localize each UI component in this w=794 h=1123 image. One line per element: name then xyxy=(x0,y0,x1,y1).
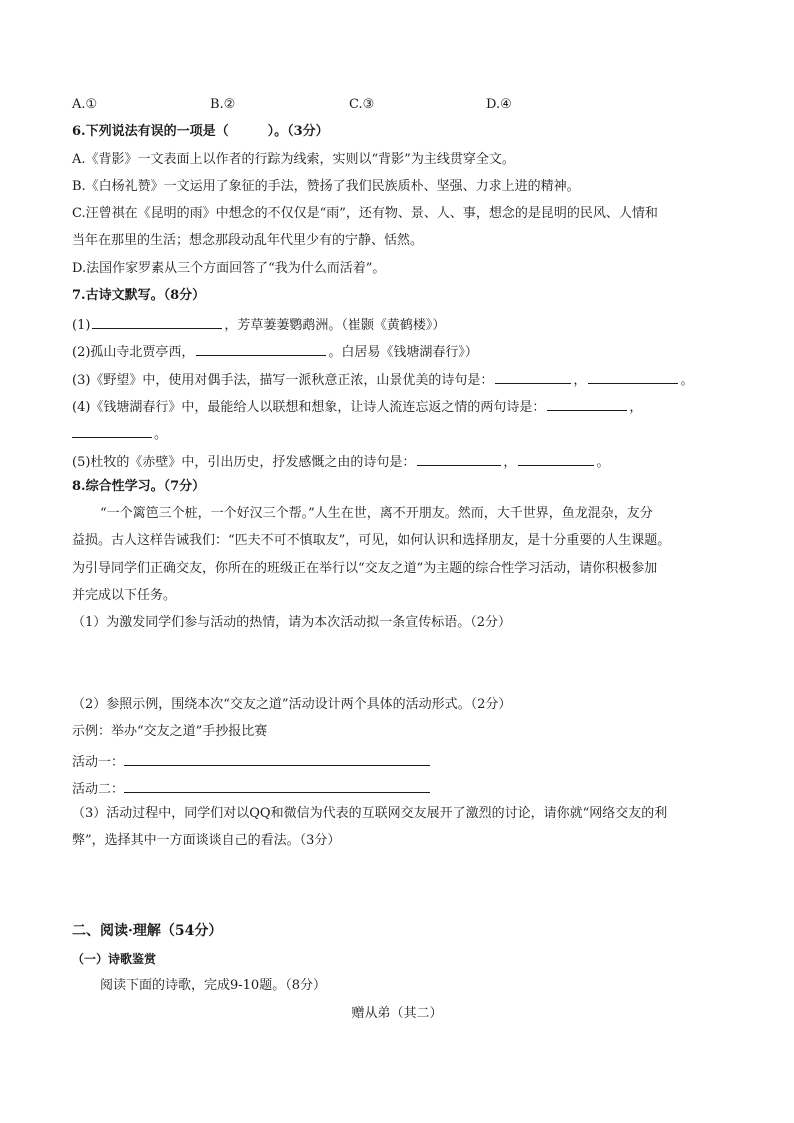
q7-3-end: 。 xyxy=(680,373,694,388)
q7-item-1 xyxy=(72,314,722,335)
q8-subquestion-2: （2）参照示例，围绕本次“交友之道”活动设计两个具体的活动形式。（2分） xyxy=(72,697,512,712)
q6-option-d: D.法国作家罗素从三个方面回答了“我为什么而活着”。 xyxy=(72,261,386,276)
q6-option-c-line2: 当年在那里的生活；想念那段动乱年代里少有的宁静、恬然。 xyxy=(72,233,424,248)
option-d: D.④ xyxy=(486,97,512,112)
q7-5-comma: ， xyxy=(503,455,517,470)
q7-3-text: (3)《野望》中，使用对偶手法，描写一派秋意正浓，山景优美的诗句是： xyxy=(72,373,494,388)
q8-paragraph-line4: 并完成以下任务。 xyxy=(72,588,177,603)
q7-item-4-continued xyxy=(72,423,722,444)
q7-item-4 xyxy=(72,396,722,417)
answer-blank[interactable] xyxy=(124,751,430,766)
answer-blank[interactable] xyxy=(196,341,326,356)
option-a: A.① xyxy=(72,97,98,112)
q7-4-text: (4)《钱塘湖春行》中，最能给人以联想和想象，让诗人流连忘返之情的两句诗是： xyxy=(72,400,546,415)
q8-activity-2 xyxy=(72,778,722,799)
option-b: B.② xyxy=(210,97,236,112)
answer-blank[interactable] xyxy=(518,451,594,466)
q8-paragraph-line3: 为引导同学们正确交友，你所在的班级正在举行以“交友之道”为主题的综合性学习活动，请你积极参加 xyxy=(72,561,658,576)
answer-blank[interactable] xyxy=(92,314,222,329)
activity-1-label: 活动一： xyxy=(72,755,125,770)
q8-subquestion-3-line1: （3）活动过程中，同学们对以QQ和微信为代表的互联网交友展开了激烈的讨论，请你就“网络交友的利 xyxy=(72,806,668,821)
q7-1-text: ，芳草萋萋鹦鹉洲。（崔颢《黄鹤楼》） xyxy=(224,318,446,333)
answer-blank[interactable] xyxy=(495,369,571,384)
activity-2-label: 活动二： xyxy=(72,782,125,797)
q6-option-b: B.《白杨礼赞》一文运用了象征的手法，赞扬了我们民族质朴、坚强、力求上进的精神。 xyxy=(72,179,580,194)
section-2-title: 二、阅读·理解（54分） xyxy=(72,923,223,939)
q8-subquestion-3-line2: 弊”，选择其中一方面谈谈自己的看法。（3分） xyxy=(72,833,341,848)
q6-option-c-line1: C.汪曾祺在《昆明的雨》中想念的不仅仅是“雨”，还有物、景、人、事，想念的是昆明的民风、人情和 xyxy=(72,206,658,221)
answer-blank[interactable] xyxy=(588,369,678,384)
q7-4-comma: ， xyxy=(629,400,643,415)
q7-title: 7.古诗文默写。（8分） xyxy=(72,288,206,303)
q6-title: 6.下列说法有误的一项是（ ）。（3分） xyxy=(72,124,329,139)
q8-paragraph-line2: 益损。古人这样告诫我们：“匹夫不可不慎取友”，可见，如何认识和选择朋友，是十分重要的人生课题。 xyxy=(72,533,671,548)
q8-example: 示例：举办“交友之道”手抄报比赛 xyxy=(72,724,268,739)
q7-5-end: 。 xyxy=(596,455,610,470)
answer-blank[interactable] xyxy=(417,451,501,466)
q8-title: 8.综合性学习。（7分） xyxy=(72,479,206,494)
poem-title: 赠从弟（其二） xyxy=(351,1006,443,1021)
q8-subquestion-1: （1）为激发同学们参与活动的热情，请为本次活动拟一条宣传标语。（2分） xyxy=(72,615,512,630)
answer-blank[interactable] xyxy=(547,396,627,411)
q7-5-text: (5)杜牧的《赤壁》中，引出历史，抒发感慨之由的诗句是： xyxy=(72,455,416,470)
q7-3-comma: ， xyxy=(573,373,587,388)
q7-item-3 xyxy=(72,369,722,390)
q8-activity-1 xyxy=(72,751,722,772)
q8-paragraph-line1: “一个篱笆三个桩，一个好汉三个帮。”人生在世，离不开朋友。然而，大千世界，鱼龙混杂，友分 xyxy=(100,506,653,521)
q7-2-source: 。白居易《钱塘湖春行》） xyxy=(328,345,478,360)
q7-4-end: 。 xyxy=(154,427,168,442)
section-2-subtitle: （一）诗歌鉴赏 xyxy=(72,952,157,966)
answer-blank[interactable] xyxy=(124,778,430,793)
section-2-intro: 阅读下面的诗歌，完成9-10题。（8分） xyxy=(100,978,326,993)
option-c: C.③ xyxy=(349,97,375,112)
q7-1-prefix: (1) xyxy=(72,318,91,333)
q6-option-a: A.《背影》一文表面上以作者的行踪为线索，实则以“背影”为主线贯穿全文。 xyxy=(72,152,515,167)
answer-blank[interactable] xyxy=(72,423,152,438)
q7-2-text: (2)孤山寺北贾亭西， xyxy=(72,345,195,360)
q7-item-5 xyxy=(72,451,722,472)
q7-item-2 xyxy=(72,341,722,362)
